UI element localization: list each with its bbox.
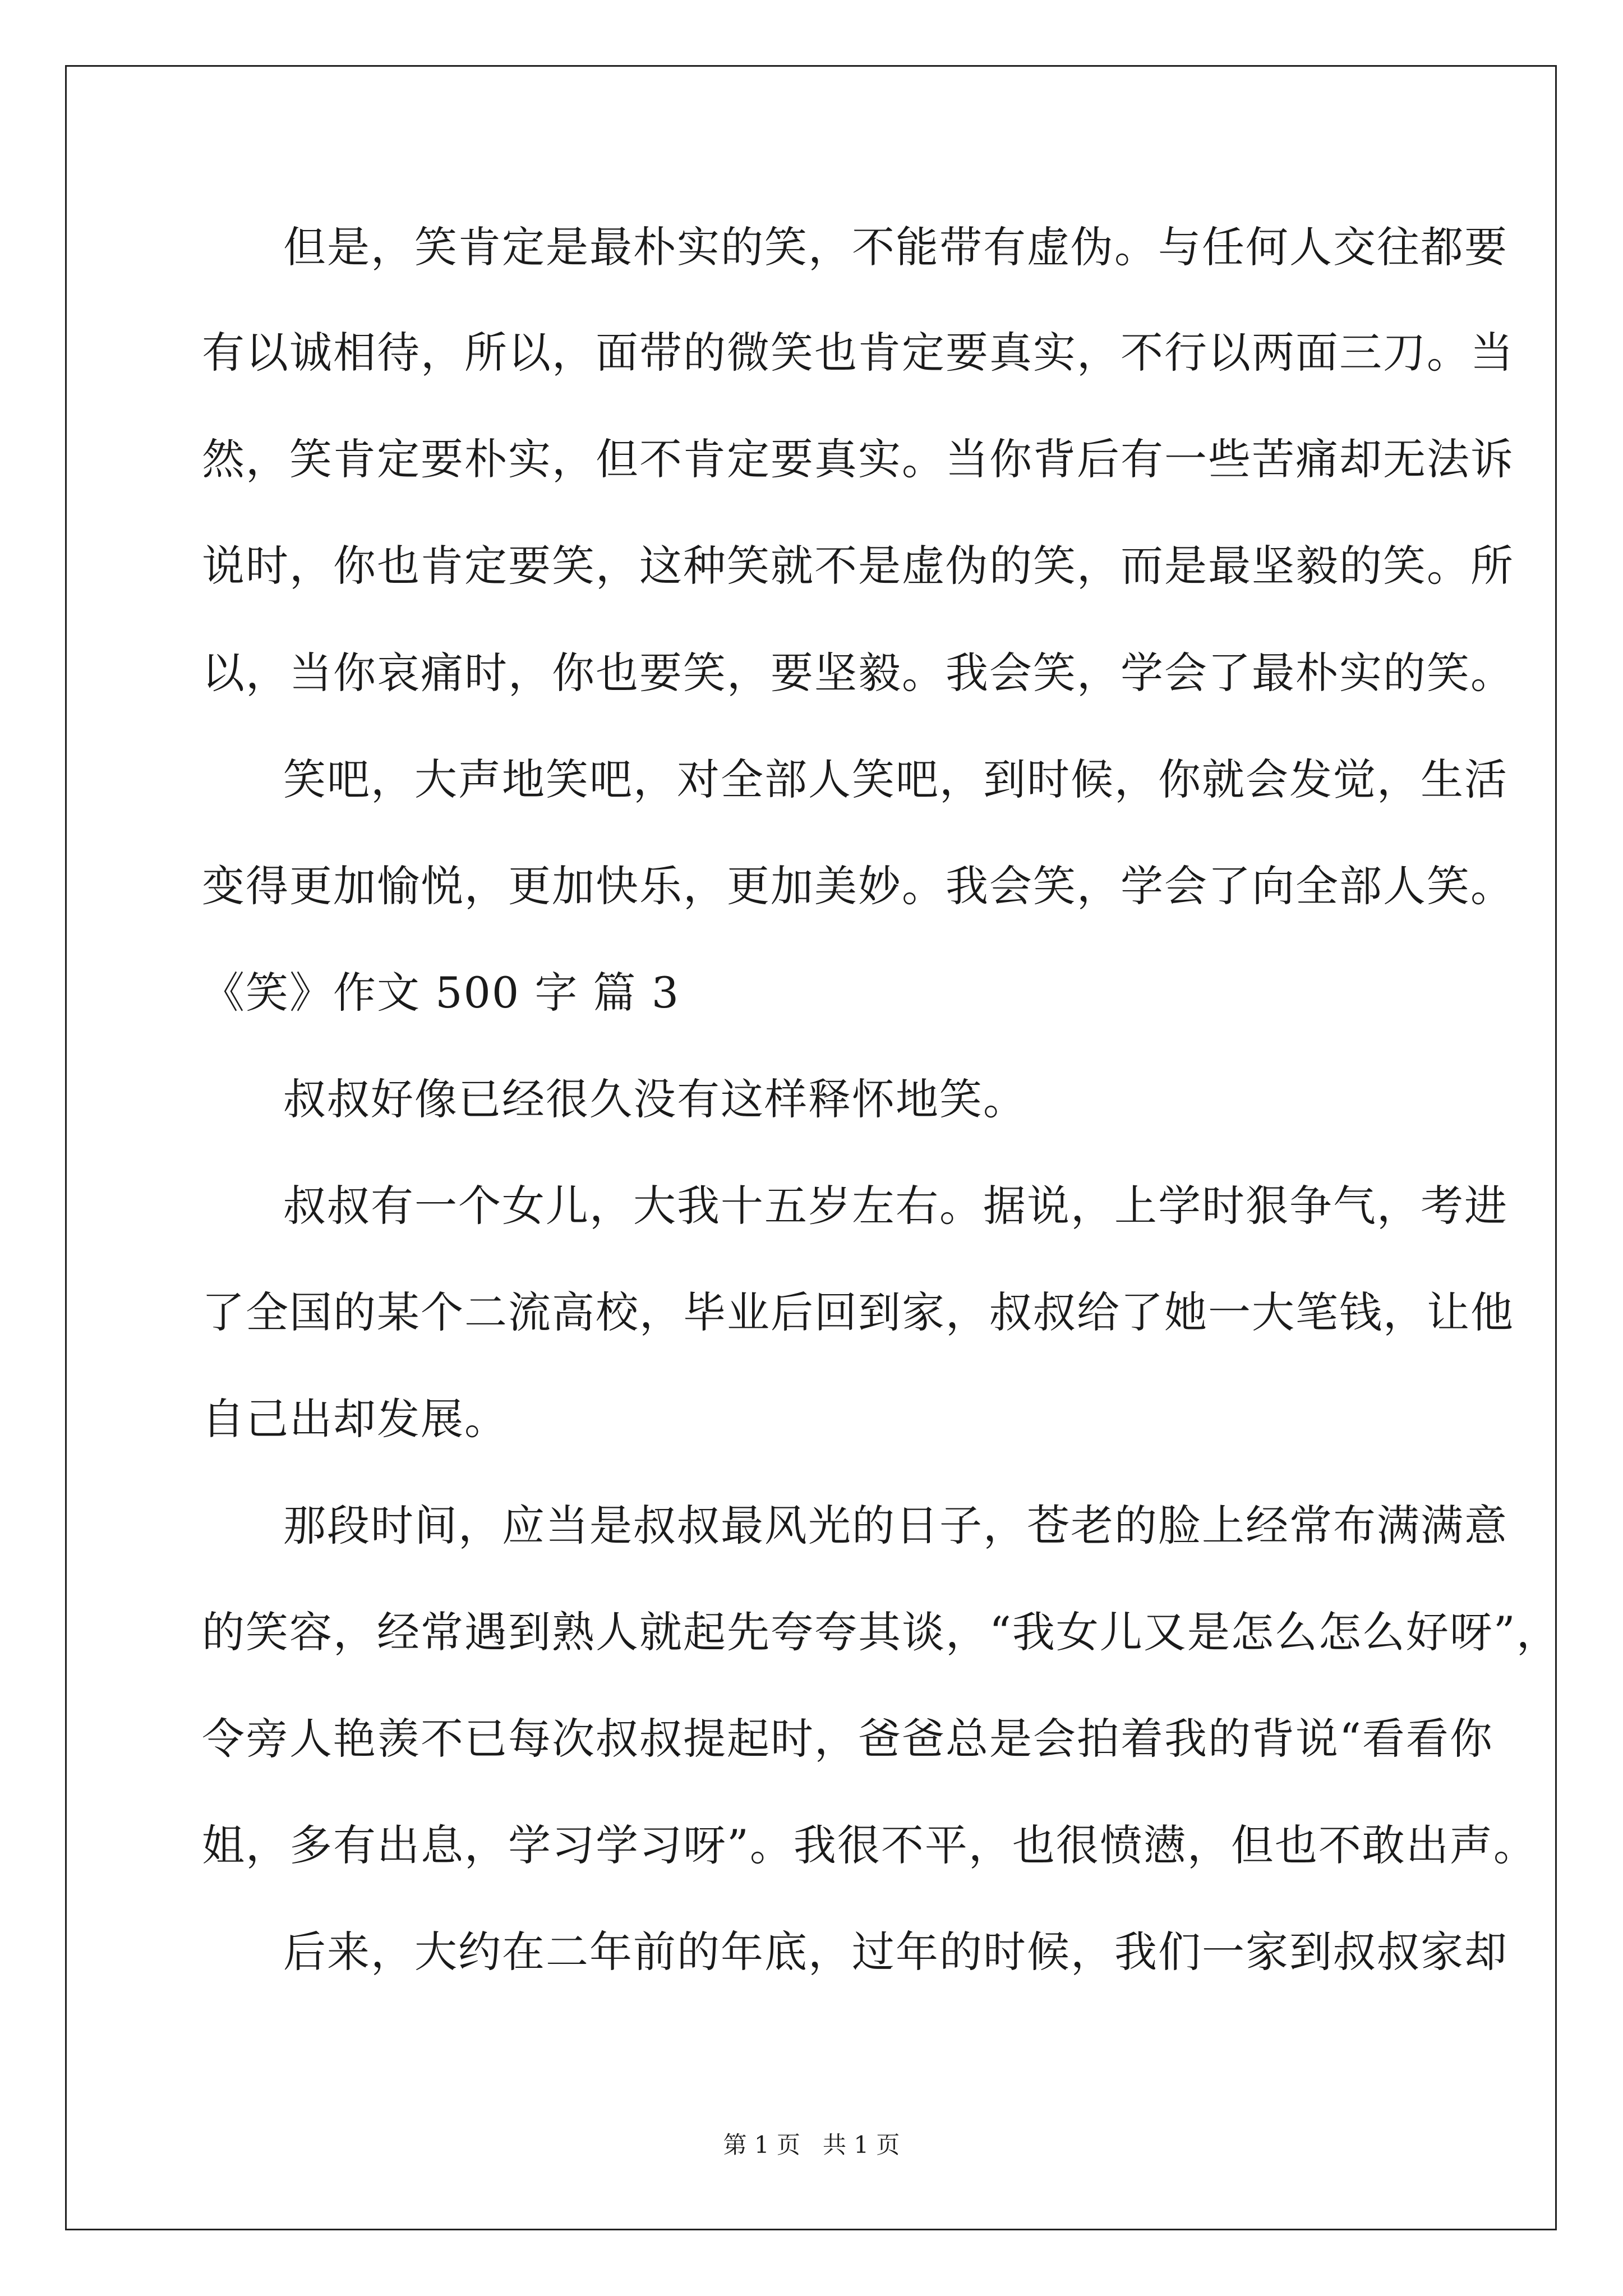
text-line: 自己出却发展。 [202,1394,508,1444]
page-number: 第 1 页 [723,2131,800,2159]
text-line: 笑吧，大声地笑吧，对全部人笑吧，到时候，你就会发觉，生活 [283,754,1508,804]
text-line: 后来，大约在二年前的年底，过年的时候，我们一家到叔叔家却 [283,1927,1508,1977]
section-heading: 《笑》作文 500 字 篇 3 [202,968,680,1018]
text-line: 然，笑肯定要朴实，但不肯定要真实。当你背后有一些苦痛却无法诉 [202,434,1514,484]
text-line: 令旁人艳羡不已每次叔叔提起时，爸爸总是会拍着我的背说“看看你 [202,1714,1493,1764]
text-line: 叔叔好像已经很久没有这样释怀地笑。 [283,1074,1027,1124]
text-line: 叔叔有一个女儿，大我十五岁左右。据说，上学时狠争气，考进 [283,1181,1508,1231]
text-line: 的笑容，经常遇到熟人就起先夸夸其谈，“我女儿又是怎么怎么好呀”， [202,1607,1560,1657]
text-line: 了全国的某个二流高校，毕业后回到家，叔叔给了她一大笔钱，让他 [202,1287,1514,1337]
text-line: 但是，笑肯定是最朴实的笑，不能带有虚伪。与任何人交往都要 [283,222,1508,272]
text-line: 以，当你哀痛时，你也要笑，要坚毅。我会笑，学会了最朴实的笑。 [202,648,1514,698]
text-line: 变得更加愉悦，更加快乐，更加美妙。我会笑，学会了向全部人笑。 [202,861,1514,911]
text-line: 姐，多有出息，学习学习呀”。我很不平，也很愤懑，但也不敢出声。 [202,1820,1537,1870]
page-footer [0,2129,1623,2161]
text-line: 说时，你也肯定要笑，这种笑就不是虚伪的笑，而是最坚毅的笑。所 [202,541,1514,591]
page-border [65,65,1557,2230]
text-line: 那段时间，应当是叔叔最风光的日子，苍老的脸上经常布满满意 [283,1501,1508,1550]
page-total: 共 1 页 [823,2131,900,2159]
text-line: 有以诚相待，所以，面带的微笑也肯定要真实，不行以两面三刀。当 [202,328,1514,378]
